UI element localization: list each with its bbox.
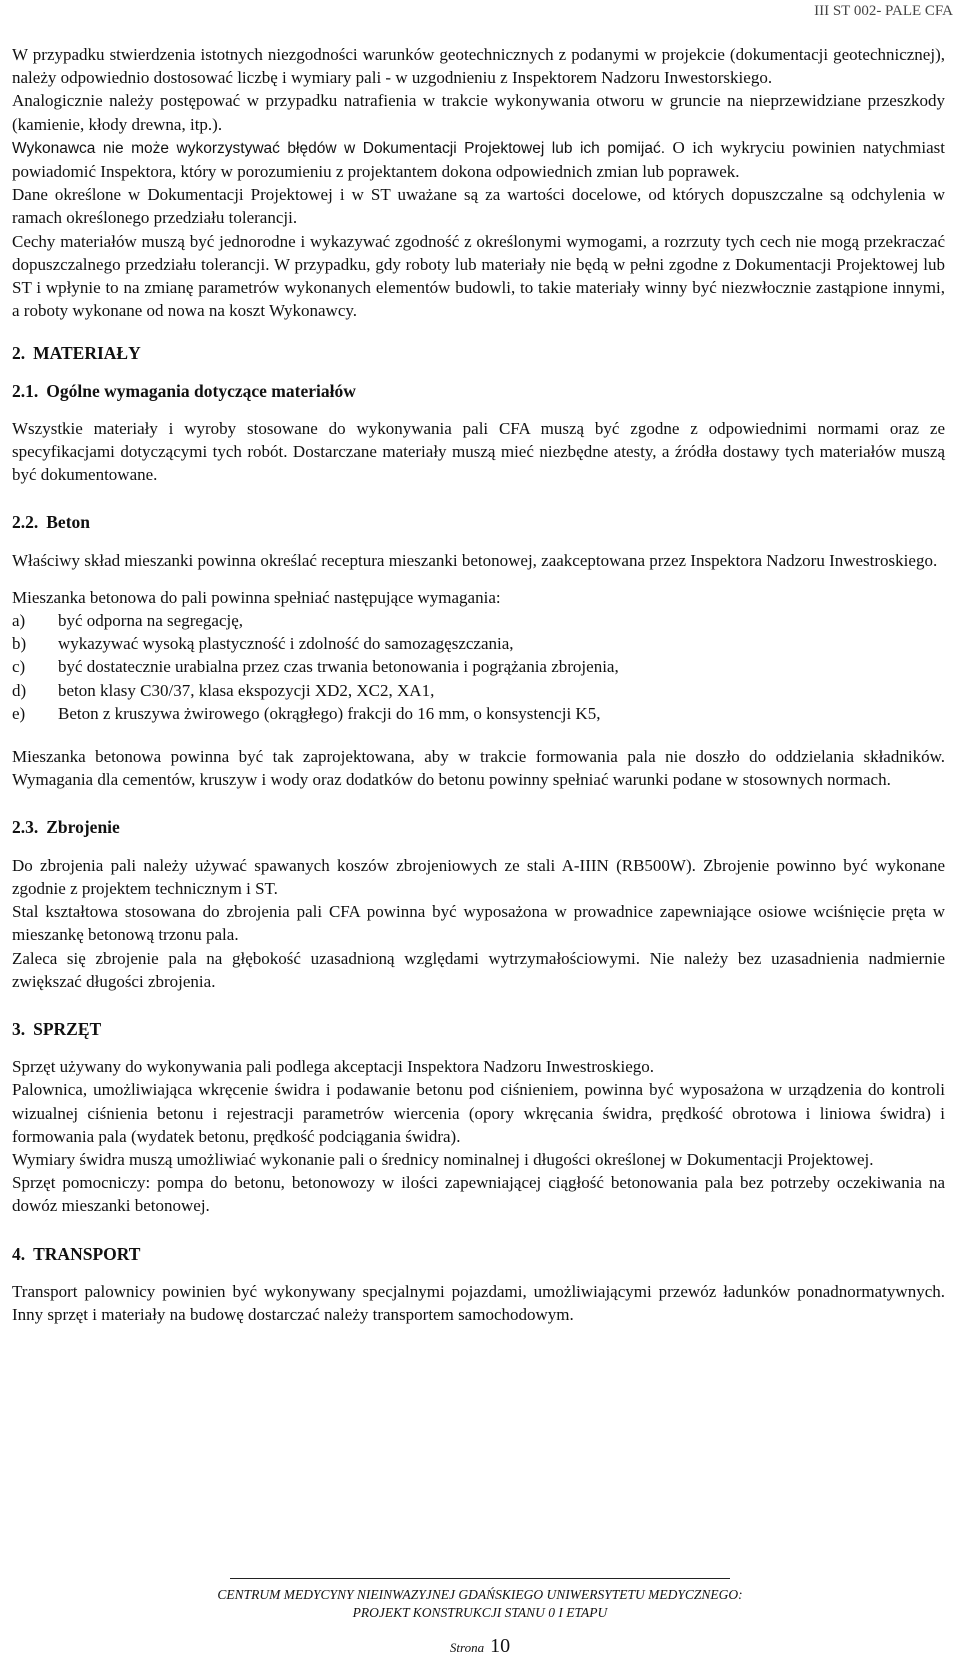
reinforcement-paragraph-1: Do zbrojenia pali należy używać spawanych koszów zbrojeniowych ze stali A-IIIN (RB500W). Zbrojenie powinno być wykonane zgodnie z projektem technicznym i ST. <box>12 855 945 898</box>
subsection-heading-general-requirements: 2.1. Ogólne wymagania dotyczące materiałów <box>12 380 356 401</box>
document-body <box>12 43 945 1326</box>
footer <box>0 1586 960 1622</box>
concrete-requirements-list <box>12 609 945 725</box>
concrete-paragraph-1: Właściwy skład mieszanki powinna określać receptura mieszanki betonowej, zaakceptowana przez Inspektora Nadzoru Inwestroskiego. <box>12 550 938 570</box>
page-label: Strona <box>449 1640 485 1655</box>
list-item: e) Beton z kruszywa żwirowego (okrągłego) frakcji do 16 mm, o konsystencji K5, <box>12 703 601 723</box>
document-code-header: III ST 002- PALE CFA <box>814 3 953 19</box>
intro-paragraph-1: W przypadku stwierdzenia istotnych niezgodności warunków geotechnicznych z podanymi w projekcie (dokumentacji geotechnicznej), należy odpowiednio dostosować liczbę i wymiary pali - w uzgodnieniu z Inspektorem Nadzoru Inwestorskiego. <box>12 45 945 88</box>
intro-paragraph-3 <box>12 136 945 183</box>
intro-paragraph-3a: Wykonawca nie może wykorzystywać błędów w Dokumentacji Projektowej lub ich pomijać. <box>12 139 666 157</box>
reinforcement-paragraph-3: Zaleca się zbrojenie pala na głębokość uzasadnioną względami wytrzymałościowymi. Nie należy bez uzasadnienia nadmiernie zwiększać długości zbrojenia. <box>12 948 945 991</box>
subsection-heading-reinforcement: 2.3. Zbrojenie <box>12 817 120 838</box>
page-number-value: 10 <box>490 1635 511 1657</box>
footer-divider <box>230 1578 730 1579</box>
intro-paragraph-5: Cechy materiałów muszą być jednorodne i wykazywać zgodność z określonymi wymogami, a rozrzuty tych cech nie mogą przekraczać dopuszczalnego przedziału tolerancji. W przypadku, gdy roboty lub materiały nie będą w pełni zgodne z Dokumentacji Projektowej lub ST i wpłynie to na zmianę parametrów wykonanych elementów budowli, to takie materiały winny być niezwłocznie zastąpione innymi, a roboty wykonane od nowa na koszt Wykonawcy. <box>12 231 945 321</box>
footer-project: PROJEKT KONSTRUKCJI STANU 0 I ETAPU <box>352 1605 608 1620</box>
reinforcement-paragraph-2: Stal kształtowa stosowana do zbrojenia pali CFA powinna być wyposażona w prowadnice zapewniające osiowe wciśnięcie pręta w mieszankę betonową trzonu pala. <box>12 902 945 945</box>
equipment-paragraph-2: Palownica, umożliwiająca wkręcenie świdra i podawanie betonu pod ciśnieniem, powinna być wyposażona w urządzenia do kontroli wizualnej ciśnienia betonu i rejestracji parametrów wiercenia (opory wkręcania świdra, prędkość obrotowa i liniowa świdra) i formowania pala (wydatek betonu, prędkość podciągania świdra). <box>12 1080 945 1146</box>
list-item: a) być odporna na segregację, <box>12 611 244 631</box>
intro-paragraph-3b: O ich wykryciu powinien natychmiast powiadomić Inspektora, który w porozumieniu z projektantem dokona odpowiednich zmian lub poprawek. <box>12 137 945 182</box>
section-heading-equipment: 3. SPRZĘT <box>12 1018 102 1039</box>
page-number <box>0 1635 960 1658</box>
list-item: d) beton klasy C30/37, klasa ekspozycji XD2, XC2, XA1, <box>12 680 435 700</box>
footer-institution: CENTRUM MEDYCYNY NIEINWAZYJNEJ GDAŃSKIEGO UNIWERSYTETU MEDYCZNEGO: <box>217 1587 743 1602</box>
transport-paragraph-1: Transport palownicy powinien być wykonywany specjalnymi pojazdami, umożliwiającymi przewóz ładunków ponadnormatywnych. Inny sprzęt i materiały na budowę dostarczać należy transportem samochodowym. <box>12 1281 945 1324</box>
concrete-paragraph-3: Mieszanka betonowa powinna być tak zaprojektowana, aby w trakcie formowania pala nie doszło do oddzielania składników. Wymagania dla cementów, kruszyw i wody oraz dodatków do betonu powinny spełniać warunki podane w stosownych normach. <box>12 747 945 790</box>
equipment-paragraph-4: Sprzęt pomocniczy: pompa do betonu, betonowozy w ilości zapewniającej ciągłość betonowania pala bez potrzeby oczekiwania na dowóz mieszanki betonowej. <box>12 1173 945 1216</box>
section-heading-materials: 2. MATERIAŁY <box>12 343 141 364</box>
concrete-paragraph-2: Mieszanka betonowa do pali powinna spełniać następujące wymagania: <box>12 587 501 607</box>
section-heading-transport: 4. TRANSPORT <box>12 1243 141 1264</box>
equipment-paragraph-1: Sprzęt używany do wykonywania pali podlega akceptacji Inspektora Nadzoru Inwestroskiego. <box>12 1057 655 1077</box>
intro-paragraph-2: Analogicznie należy postępować w przypadku natrafienia w trakcie wykonywania otworu w gruncie na nieprzewidziane przeszkody (kamienie, kłody drewna, itp.). <box>12 91 945 134</box>
list-item: b) wykazywać wysoką plastyczność i zdolność do samozagęszczania, <box>12 634 514 654</box>
equipment-paragraph-3: Wymiary świdra muszą umożliwiać wykonanie pali o średnicy nominalnej i długości określonej w Dokumentacji Projektowej. <box>12 1149 874 1169</box>
subsection-heading-concrete: 2.2. Beton <box>12 512 90 533</box>
materials-general-paragraph: Wszystkie materiały i wyroby stosowane do wykonywania pali CFA muszą być zgodne z odpowiednimi normami oraz ze specyfikacjami dotyczącymi tych robót. Dostarczane materiały muszą mieć niezbędne atesty, a źródła dostawy tych materiałów muszą być dokumentowane. <box>12 418 945 485</box>
list-item: c) być dostatecznie urabialna przez czas trwania betonowania i pogrążania zbrojenia, <box>12 657 619 677</box>
intro-paragraph-4: Dane określone w Dokumentacji Projektowej i w ST uważane są za wartości docelowe, od których dopuszczalne są odchylenia w ramach określonego przedziału tolerancji. <box>12 185 945 228</box>
